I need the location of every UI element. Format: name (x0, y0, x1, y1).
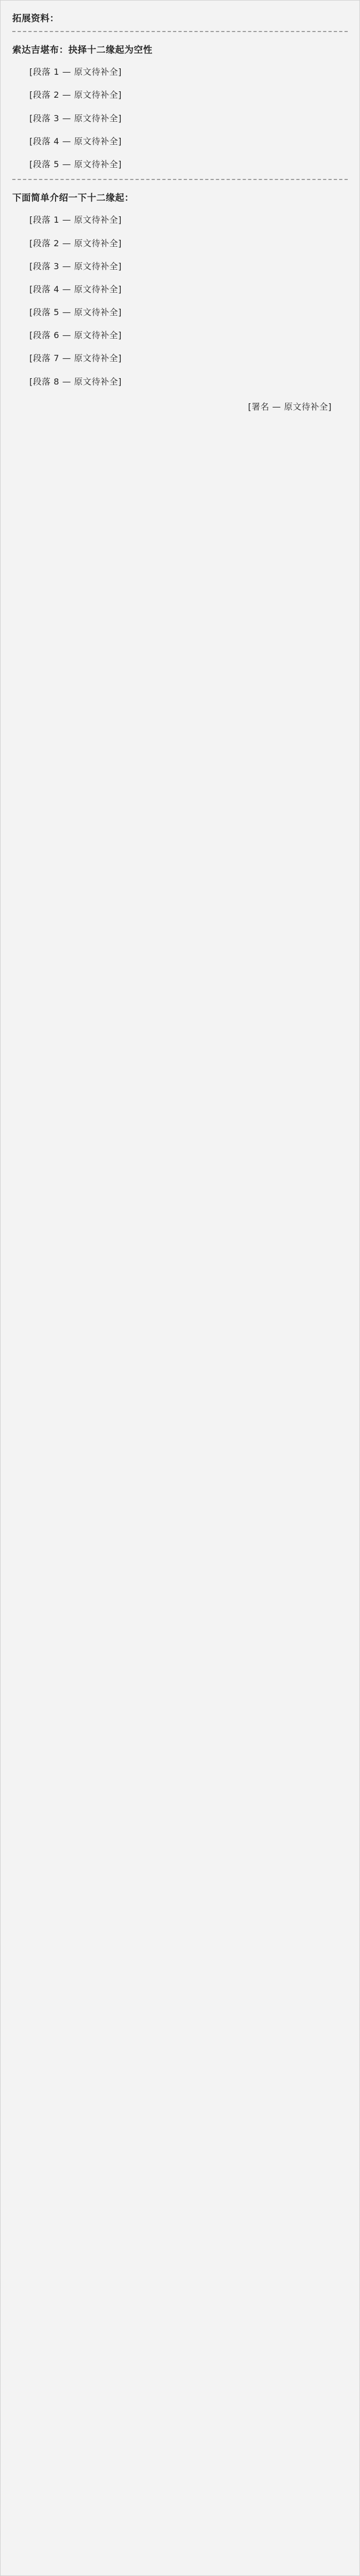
paragraph: [段落 7 — 原文待补全] (29, 353, 122, 364)
signature: [署名 — 原文待补全] (248, 401, 332, 412)
paragraph: [段落 5 — 原文待补全] (29, 159, 122, 170)
paragraph: [段落 3 — 原文待补全] (29, 261, 122, 271)
section-a-body (12, 64, 348, 173)
section-label: 拓展资料： (12, 13, 59, 24)
section-a-title: 索达吉堪布：抉择十二缘起为空性 (12, 45, 153, 56)
paragraph: [段落 4 — 原文待补全] (29, 136, 122, 146)
paragraph: [段落 4 — 原文待补全] (29, 284, 122, 294)
divider (12, 179, 348, 180)
paragraph: [段落 5 — 原文待补全] (29, 307, 122, 318)
section-b-body (12, 212, 348, 390)
divider (12, 31, 348, 32)
paragraph: [段落 6 — 原文待补全] (29, 330, 122, 341)
paragraph: [段落 8 — 原文待补全] (29, 376, 122, 387)
section-b-title: 下面简单介绍一下十二缘起： (12, 193, 134, 204)
paragraph: [段落 2 — 原文待补全] (29, 238, 122, 248)
paragraph: [段落 3 — 原文待补全] (29, 113, 122, 123)
paragraph: [段落 2 — 原文待补全] (29, 90, 122, 100)
paragraph: [段落 1 — 原文待补全] (29, 67, 122, 77)
paragraph: [段落 1 — 原文待补全] (29, 215, 122, 225)
